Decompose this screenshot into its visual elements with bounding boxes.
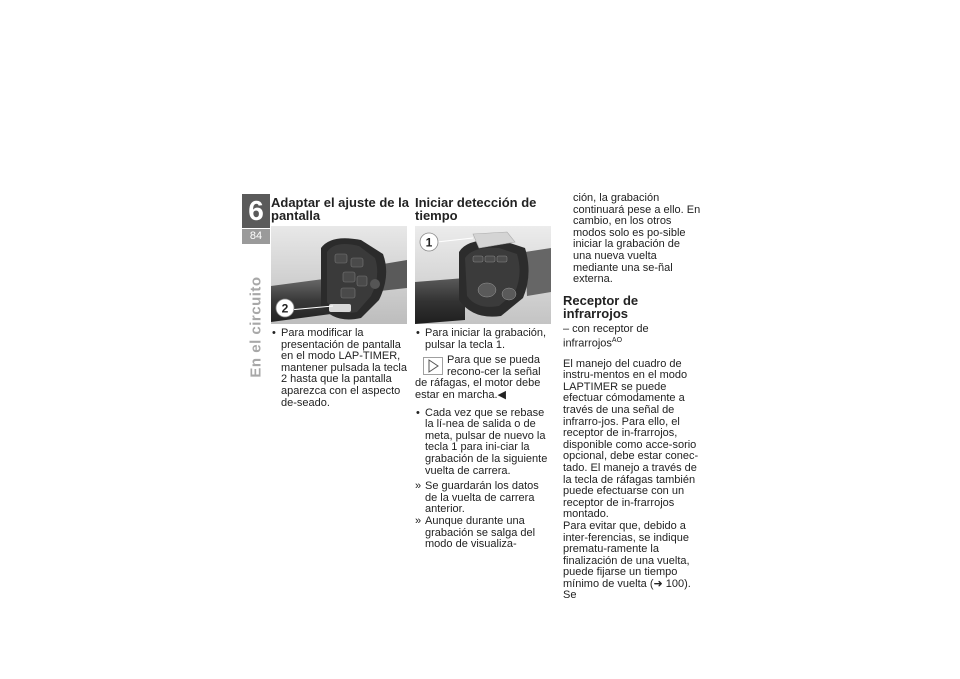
chapter-number: 6	[242, 194, 270, 228]
option-equipment	[563, 324, 701, 351]
option-label: – con receptor de infrarrojos	[563, 322, 649, 350]
handlebar-switch-right-photo	[415, 226, 551, 324]
column-3	[563, 193, 701, 602]
handlebar-switch-left-photo	[271, 226, 407, 324]
adjust-steps	[271, 328, 409, 409]
continuation-text: ción, la grabación continuará pese a ello. En cambio, en los otros modos solo es po-sible iniciar la grabación de una nueva vuelta mediante una se-ñal externa.	[573, 192, 701, 286]
list-item: • Para modificar la presentación de pantalla en el modo LAP-TIMER, mantener pulsada la tecla 2 hasta que la pantalla aparezca con el aspecto de-seado.	[271, 328, 409, 409]
timing-results	[415, 481, 553, 551]
chapter-title: En el circuito	[247, 276, 265, 378]
heading-adjust-display: Adaptar el ajuste de la pantalla	[271, 195, 409, 223]
timing-steps	[415, 328, 553, 351]
paragraph-min-lap: Para evitar que, debido a inter-ferencias, se indique prematu-ramente la finalización de una vuelta, puede fijarse un tiempo mínimo de vuelta (➜ 100). Se	[563, 519, 691, 602]
column-1	[271, 196, 409, 413]
result-item: » Aunque durante una grabación se salga del modo de visualiza-	[415, 516, 553, 551]
option-tag: AO	[611, 337, 623, 345]
callout-1: 1	[425, 235, 433, 250]
column-2	[415, 196, 553, 551]
note-text: Para que se pueda recono-cer la señal de ráfagas, el motor debe estar en marcha.◀	[415, 354, 541, 401]
heading-infrared-receiver: Receptor de infrarrojos	[563, 292, 639, 321]
note-play-icon	[423, 357, 443, 375]
list-item: • Para iniciar la grabación, pulsar la tecla 1.	[415, 328, 553, 351]
paragraph-infrared: El manejo del cuadro de instru-mentos en el modo LAPTIMER se puede efectuar cómodamente a través de una señal de infrarro-jos. Para ello, el receptor de in-frarrojos, disponible como acce-sorio opcional, debe estar conec-tado. El manejo a través de la tecla de ráfagas también puede efectuarse con un receptor de in-frarrojos montado.	[563, 357, 699, 521]
list-item: • Cada vez que se rebase la lí-nea de salida o de meta, pulsar de nuevo la tecla 1 para ini-ciar la grabación de la siguiente vuelta de carrera.	[415, 408, 553, 478]
page-number: 84	[242, 229, 270, 244]
result-item: » Se guardarán los datos de la vuelta de carrera anterior.	[415, 481, 553, 516]
note-block	[415, 355, 553, 401]
heading-start-timing: Iniciar detección de tiempo	[415, 195, 537, 223]
callout-2: 2	[281, 301, 289, 316]
timing-steps-2	[415, 408, 553, 478]
